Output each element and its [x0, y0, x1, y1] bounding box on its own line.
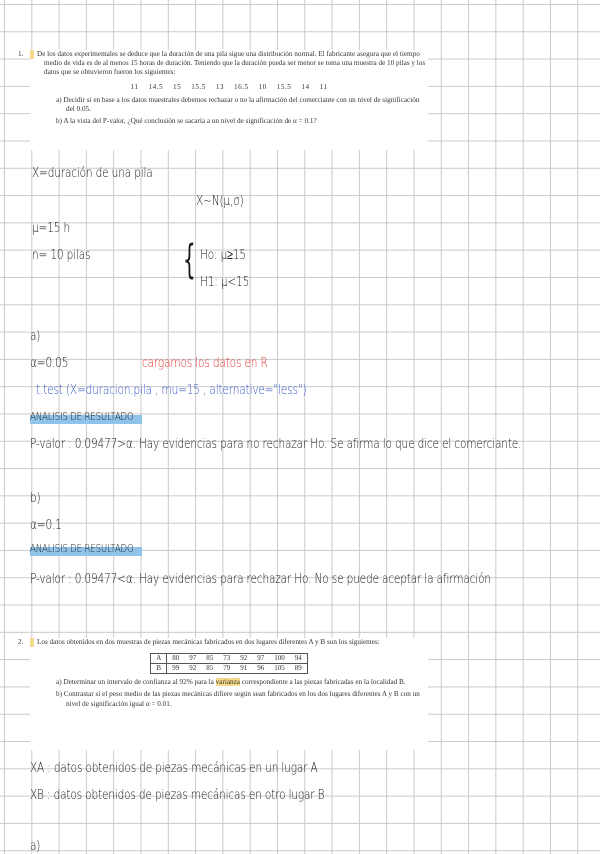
- problem-1-item-a: a) Decidir si en base a los datos muestrales debemos rechazar o no la afirmación del comerciante con un nivel de significación del 0.05.: [56, 95, 420, 114]
- note-h1: H1: μ<15: [200, 274, 250, 290]
- note-part-a-label: a): [30, 328, 41, 344]
- note-part-a-label-2: a): [30, 838, 41, 854]
- note-h0: Ho: μ≥15: [200, 247, 246, 263]
- note-load-data-r: cargamos los datos en R: [142, 355, 268, 371]
- note-xb: XB : datos obtenidos de piezas mecánicas en otro lugar B: [30, 787, 325, 803]
- variance-highlight: varianza: [215, 678, 240, 687]
- note-ttest-command: t.test (X=duracion.pila , mu=15 , alternative="less"): [36, 382, 307, 398]
- problem-2-item-b: b) Contrastar si el peso medio de las piezas mecánicas difiere según sean fabricados en los dos lugares diferentes A y B con un nivel de significación igual α = 0.01.: [56, 690, 420, 708]
- problem-2-statement: 2. Los datos obtenidos en dos muestras de piezas mecánicas fabricados en dos lugares diferentes A y B son los siguientes:: [18, 638, 380, 646]
- note-part-b-label: b): [30, 490, 41, 506]
- problem-2: [18, 638, 428, 750]
- note-n: n= 10 pilas: [32, 247, 91, 263]
- note-x-definition: X=duración de una pila: [32, 165, 153, 181]
- table-row: A 80 97 85 73 92 97 100 94: [151, 654, 308, 664]
- problem-1-data: 11 14.5 15 15.5 13 16.5 10 15.5 14 11: [130, 82, 328, 91]
- samples-table: [150, 653, 308, 674]
- note-alpha-a: α=0.05: [30, 355, 69, 371]
- note-pvalue-b: P-valor : 0.09477<α. Hay evidencias para rechazar Ho. No se puede aceptar la afirmación: [30, 571, 491, 587]
- note-xa: XA : datos obtenidos de piezas mecánicas en un lugar A: [30, 760, 318, 776]
- note-distribution: X~N(μ,σ): [196, 193, 244, 209]
- note-analysis-heading-b: ANALISIS DE RESULTADO: [30, 542, 134, 555]
- note-pvalue-a: P-valor : 0.09477>α. Hay evidencias para no rechazar Ho. Se afirma lo que dice el comerciante.: [30, 436, 522, 452]
- table-row: B 99 92 85 79 91 96 105 89: [151, 664, 308, 674]
- note-alpha-b: α=0.1: [30, 517, 62, 533]
- problem-1: [18, 50, 428, 150]
- brace-icon: {: [183, 237, 196, 283]
- problem-2-item-a: a) Determinar un intervalo de confianza al 92% para la varianza correspondiente a las piezas fabricadas en la localidad B.: [56, 678, 406, 687]
- problem-1-item-b: b) A la vista del P-valor, ¿Qué conclusión se sacaría a un nivel de significación de α = 0.1?: [56, 117, 317, 126]
- problem-1-number: 1.: [30, 50, 34, 59]
- problem-2-number: 2.: [30, 638, 34, 647]
- note-analysis-heading-a: ANALISIS DE RESULTADO: [30, 410, 134, 423]
- problem-1-statement: 1. De los datos experimentales se deduce que la duración de una pila sigue una distribución normal. El fabricante asegura que el tiempo medio de vida es de al menos 15 horas de duración. Teniendo que la duración pueda ser menor se toma una muestra de 10 pilas y los datos que se obtuvieron fueron los siguientes:: [18, 50, 426, 77]
- note-mu: μ=15 h: [32, 220, 71, 236]
